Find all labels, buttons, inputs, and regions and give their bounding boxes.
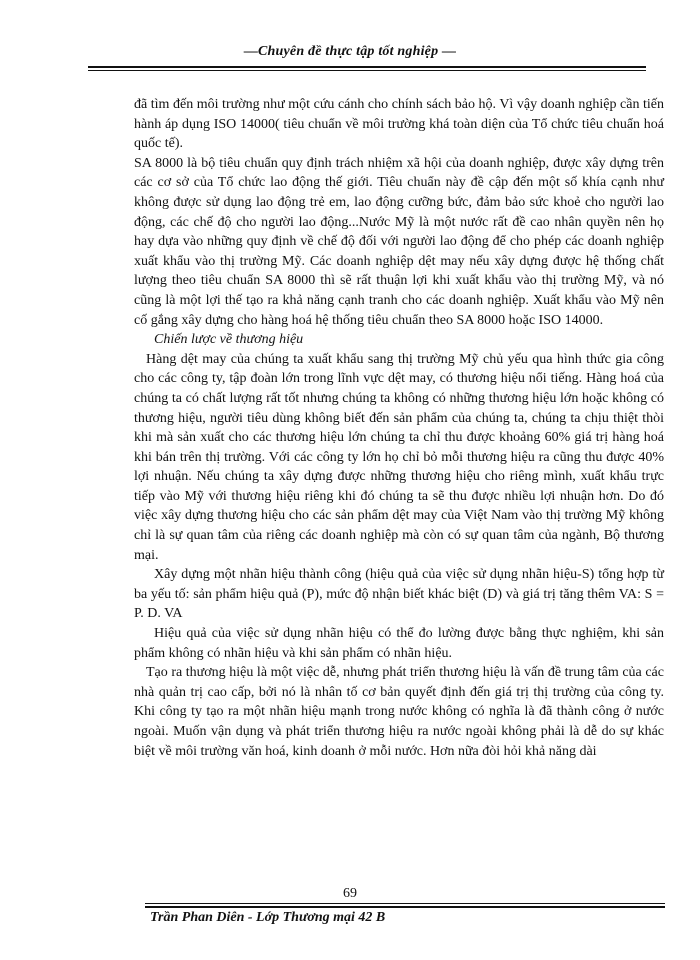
page-number: 69 <box>343 886 357 901</box>
header-rule-thin <box>88 70 646 71</box>
footer-rule-thin <box>145 903 665 904</box>
paragraph-brand-develop: Tạo ra thương hiệu là một việc dễ, nhưng phát triển thương hiệu là vấn đề trung tâm của các nhà quản trị cao cấp, bởi nó là nhân tố cơ bản quyết định đến giá trị thị trường của công ty. Khi công ty tạo ra một nhãn hiệu mạnh trong nước không có nghĩa là đã thành công ở nước ngoài. Muốn vận dụng và phát triển thương hiệu ra nước ngoài không phải là dễ do sự khác biệt về môi trường văn hoá, kinh doanh ở mỗi nước. Hơn nữa đòi hỏi khả năng dài <box>134 665 664 759</box>
body-text <box>134 95 664 761</box>
header-title: —Chuyên đề thực tập tốt nghiệp — <box>243 44 457 59</box>
paragraph-brand-export: Hàng dệt may của chúng ta xuất khẩu sang thị trường Mỹ chủ yếu qua hình thức gia công cho các công ty, tập đoàn lớn trong lĩnh vực dệt may, có thương hiệu nổi tiếng. Hàng hoá của chúng ta có chất lượng rất tốt nhưng chúng ta không có những thương hiệu lớn hoặc không có thương hiệu, người tiêu dùng không biết đến sản phẩm của chúng ta, chúng ta chịu thiệt thòi khi mà sản xuất cho các thương hiệu lớn chúng ta chỉ thu được khoảng 60% giá trị hàng hoá khi bán trên thị trường. Với các công ty lớn họ chỉ bỏ mỗi thương hiệu ra cũng thu được 40% lợi nhuận. Nếu chúng ta xây dựng được những thương hiệu cho riêng mình, xuất khẩu trực tiếp vào Mỹ với thương hiệu riêng khi đó chúng ta sẽ thu được nhiều lợi nhuận hơn. Do đó việc xây dựng thương hiệu cho các sản phẩm dệt may của Việt Nam vào thị trường Mỹ không chỉ là sự quan tâm của riêng các doanh nghiệp mà còn có sự quan tâm của ngành, Bộ thương mại. <box>134 351 664 563</box>
header-rule <box>88 66 646 68</box>
paragraph-continuation: đã tìm đến môi trường như một cứu cánh cho chính sách bảo hộ. Vì vậy doanh nghiệp cần tiến hành áp dụng ISO 14000( tiêu chuẩn về môi trường khá toàn diện của Tổ chức tiêu chuẩn hoá quốc tế). <box>134 97 664 152</box>
footer-author: Trần Phan Diên - Lớp Thương mại 42 B <box>150 910 386 925</box>
footer-rule <box>145 906 665 908</box>
section-heading-brand-strategy: Chiến lược về thương hiệu <box>154 332 304 348</box>
paragraph-brand-formula: Xây dựng một nhãn hiệu thành công (hiệu quả của việc sử dụng nhãn hiệu-S) tổng hợp từ ba yếu tố: sản phẩm hiệu quả (P), mức độ nhận biết khác biệt (D) và giá trị tăng thêm VA: S = P. D. VA <box>134 567 664 622</box>
paragraph-brand-measure: Hiệu quả của việc sử dụng nhãn hiệu có thể đo lường được bằng thực nghiệm, khi sản phẩm không có nhãn hiệu và khi sản phẩm có nhãn hiệu. <box>134 626 664 661</box>
paragraph-sa8000: SA 8000 là bộ tiêu chuẩn quy định trách nhiệm xã hội của doanh nghiệp, được xây dựng trên các cơ sở của Tổ chức lao động thế giới. Tiêu chuẩn này đề cập đến một số khía cạnh như không được sử dụng lao động trẻ em, lao động cưỡng bức, đảm bảo sức khoẻ cho người lao động, các chế độ cho người lao động...Nước Mỹ là một nước rất đề cao nhân quyền nên họ hay dựa vào những quy định về chế độ đối với người lao động để cho phép các doanh nghiệp xuất khẩu vào thị trường Mỹ. Các doanh nghiệp dệt may nếu xây dựng được hệ thống chất lượng theo tiêu chuẩn SA 8000 thì sẽ rất thuận lợi khi xuất khẩu vào thị trường Mỹ, và nó cũng là một lợi thế tạo ra khả năng cạnh tranh cho các doanh nghiệp. Xuất khẩu vào Mỹ nên cố gắng xây dựng cho hàng hoá hệ thống tiêu chuẩn theo SA 8000 hoặc ISO 14000. <box>134 155 664 328</box>
